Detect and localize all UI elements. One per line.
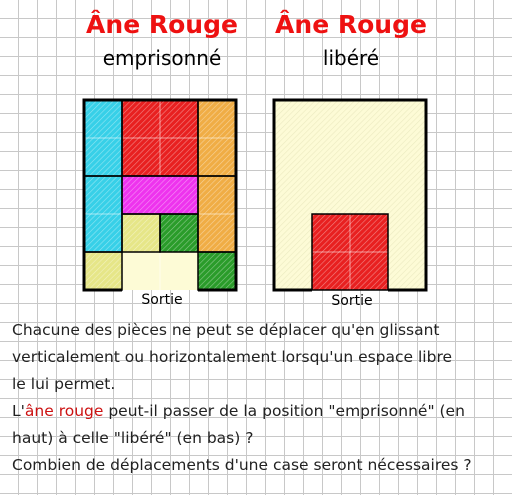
left-subtitle: emprisonné — [102, 46, 222, 70]
description-line-6: Combien de déplacements d'une case seront nécessaires ? — [12, 456, 472, 474]
line4-prefix: L' — [12, 402, 25, 420]
description-line-2: verticalement ou horizontalement lorsqu'un espace libre — [12, 348, 453, 366]
red-donkey-freed[interactable] — [312, 214, 388, 290]
freed-board — [272, 98, 432, 296]
green-piece-middle[interactable] — [160, 214, 198, 252]
left-title: Âne Rouge — [86, 10, 238, 39]
left-exit-label: Sortie — [141, 292, 183, 308]
yellow-piece-middle[interactable] — [122, 214, 160, 252]
yellow-piece-bottom[interactable] — [84, 252, 122, 290]
highlight-ane-rouge: âne rouge — [24, 402, 104, 420]
line4-suffix: peut-il passer de la position "emprisonné" (en — [103, 402, 465, 420]
description-line-5: haut) à celle "libéré" (en bas) ? — [12, 429, 254, 447]
description-line-3: le lui permet. — [12, 375, 116, 393]
right-title: Âne Rouge — [275, 10, 427, 39]
description-line-1: Chacune des pièces ne peut se déplacer qu'en glissant — [12, 321, 440, 339]
magenta-piece[interactable] — [122, 176, 198, 214]
green-piece-bottom[interactable] — [198, 252, 236, 290]
right-exit-label: Sortie — [331, 293, 373, 309]
description-line-4 — [12, 402, 465, 420]
imprisoned-board — [82, 98, 242, 296]
right-subtitle: libéré — [322, 46, 380, 70]
